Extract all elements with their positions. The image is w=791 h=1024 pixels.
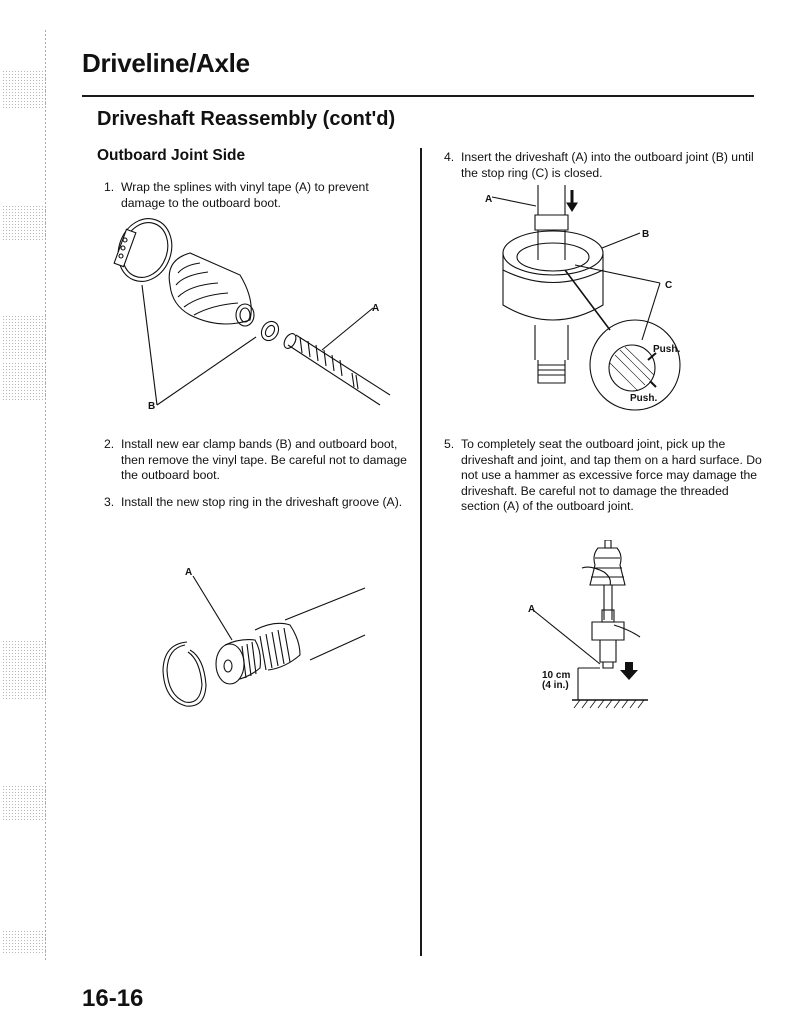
stop-ring [163,642,206,706]
down-arrow-icon [620,662,638,680]
stop-ring-small [258,318,282,343]
step-text: To completely seat the outboard joint, pick up the driveshaft and joint, and tap them on a hard surface. Do not use a hammer as excessive force may damage the driveshaft. Be careful not to damage the threaded section (A) of the outboard joint. [461,437,762,513]
label-b: B [148,401,156,412]
leader-c2 [642,283,660,340]
label-b: B [642,229,650,240]
step-text: Wrap the splines with vinyl tape (A) to prevent damage to the outboard boot. [121,180,369,210]
step-5 [444,437,764,515]
down-arrow-head [567,203,577,211]
label-a: A [528,604,536,615]
figure-stop-ring-install [150,560,380,720]
label-a: A [485,194,493,205]
leader-a [322,308,373,350]
subsection-title: Outboard Joint Side [97,147,246,164]
step-number: 2. [104,437,115,451]
leader-a [492,197,536,206]
leader-a [193,576,232,640]
chapter-title: Driveline/Axle [82,48,250,78]
outboard-joint [503,185,603,383]
label-a: A [372,303,380,314]
leader-b2 [157,337,256,405]
driveshaft-taped [282,332,390,405]
figure-insert-driveshaft [470,185,700,415]
step-number: 5. [444,437,455,451]
label-height-metric: 10 cm [542,670,571,681]
column-divider [420,148,422,956]
step-3 [104,495,404,511]
step-number: 1. [104,180,115,194]
label-push-1: Push. [653,344,681,355]
step-4 [444,150,764,181]
figure-boot-and-clamps [90,215,400,415]
hand-lower [614,625,640,637]
label-c: C [665,280,673,291]
label-height-imperial: (4 in.) [542,680,569,691]
ground-hatch [574,700,644,708]
outboard-boot [169,253,254,326]
step-text: Install new ear clamp bands (B) and outboard boot, then remove the vinyl tape. Be careful not to damage the outboard boot. [121,437,407,482]
driveshaft-end [216,588,365,684]
step-1 [104,180,404,211]
step-number: 3. [104,495,115,509]
leader-b1 [142,285,157,405]
figure-tap-on-surface [520,540,660,710]
leader-b [602,233,640,248]
page-number: 16-16 [82,985,144,1012]
leader-c1 [575,265,660,283]
step-text: Install the new stop ring in the driveshaft groove (A). [121,495,403,509]
driveshaft-assembly [590,540,625,668]
label-push-2: Push. [630,393,658,404]
label-a: A [185,567,193,578]
step-2 [104,437,414,484]
leader-a [533,610,600,664]
header-rule [82,95,754,97]
step-text: Insert the driveshaft (A) into the outboard joint (B) until the stop ring (C) is closed. [461,150,754,180]
scan-binding-edge [0,0,50,1024]
hand-upper [582,567,610,585]
section-title: Driveshaft Reassembly (cont'd) [97,108,396,130]
step-number: 4. [444,150,455,164]
